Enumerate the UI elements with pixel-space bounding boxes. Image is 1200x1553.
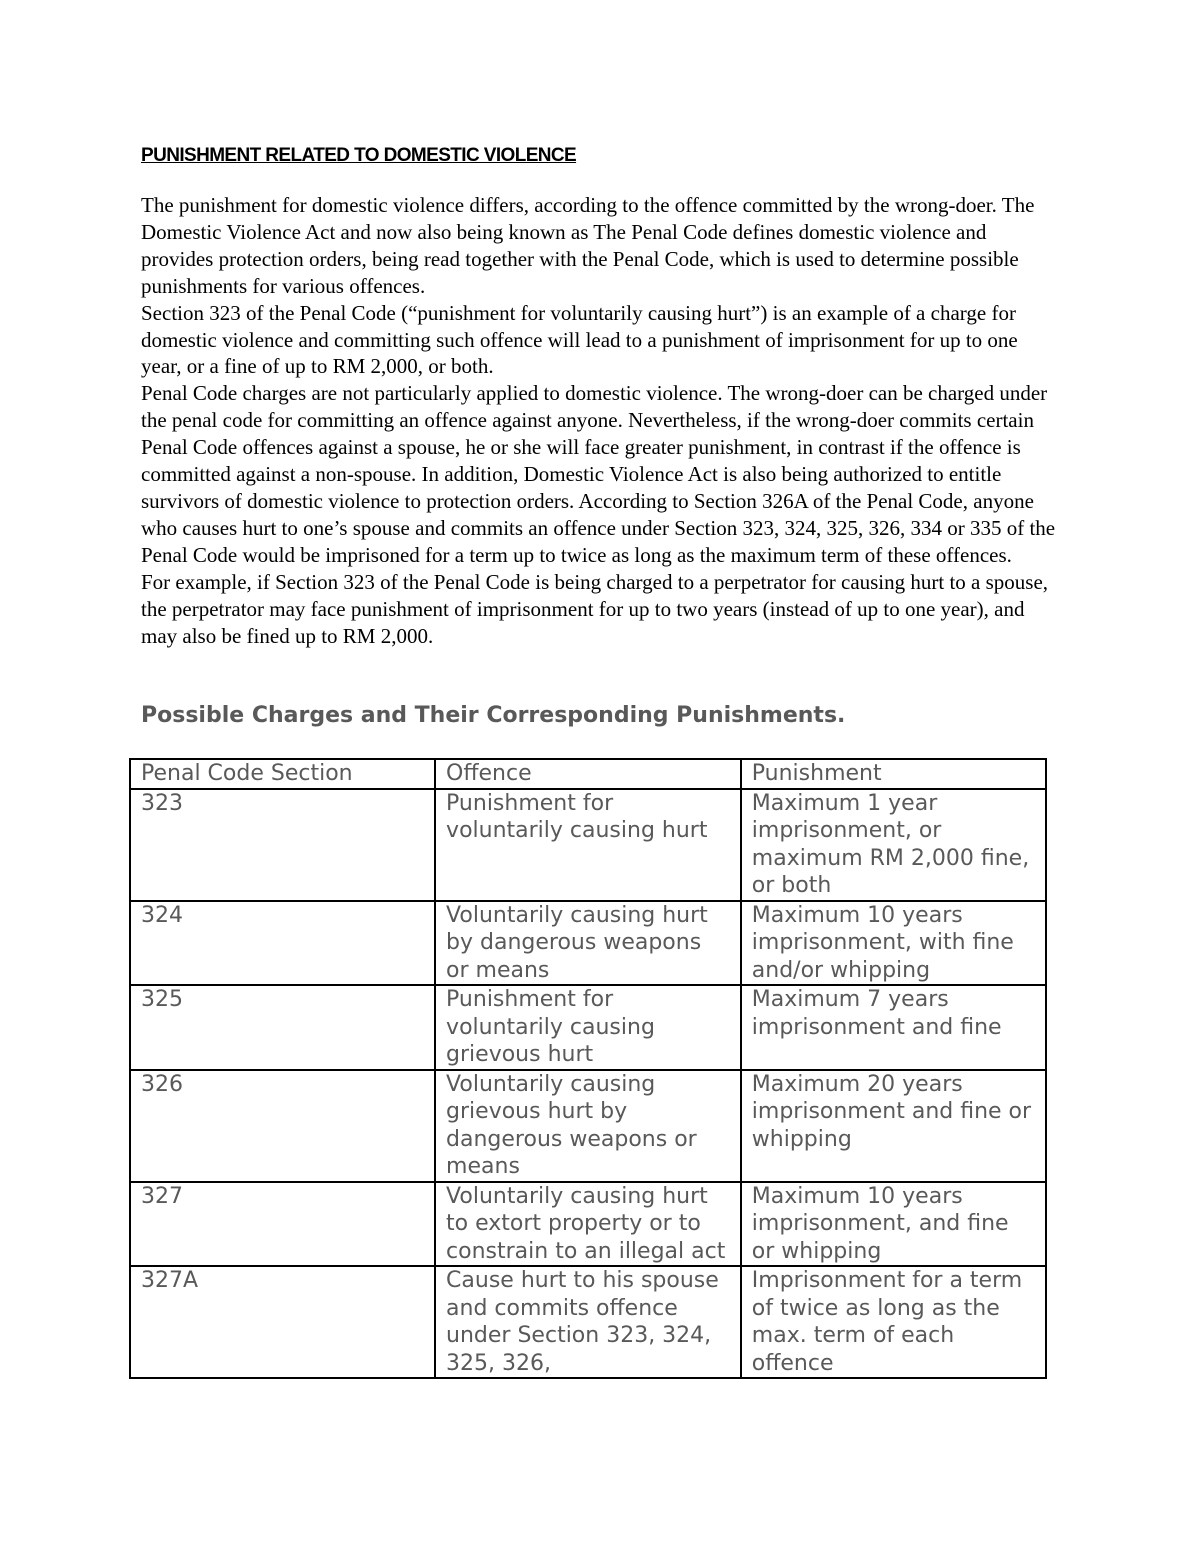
cell-offence: Cause hurt to his spouse and commits offence under Section 323, 324, 325, 326, [435,1266,741,1378]
document-body [141,192,1061,649]
cell-offence: Punishment for voluntarily causing hurt [435,789,741,901]
table-row [130,1070,1046,1182]
document-title: PUNISHMENT RELATED TO DOMESTIC VIOLENCE [141,145,577,166]
cell-punishment: Imprisonment for a term of twice as long as the max. term of each offence [741,1266,1046,1378]
cell-section: 324 [130,901,435,986]
table-row [130,1182,1046,1267]
cell-offence: Voluntarily causing hurt by dangerous weapons or means [435,901,741,986]
column-header-punishment: Punishment [741,759,1046,789]
cell-offence: Punishment for voluntarily causing grievous hurt [435,985,741,1070]
charges-table [129,758,1047,1379]
column-header-section: Penal Code Section [130,759,435,789]
cell-section: 327 [130,1182,435,1267]
cell-section: 327A [130,1266,435,1378]
cell-punishment: Maximum 20 years imprisonment and fine or whipping [741,1070,1046,1182]
cell-section: 326 [130,1070,435,1182]
cell-punishment: Maximum 1 year imprisonment, or maximum RM 2,000 fine, or both [741,789,1046,901]
cell-punishment: Maximum 10 years imprisonment, and fine or whipping [741,1182,1046,1267]
table-header-row [130,759,1046,789]
paragraph-intro: The punishment for domestic violence differs, according to the offence committed by the wrong-doer. The Domestic Violence Act and now also being known as The Penal Code defines domestic violence and provides protection orders, being read together with the Penal Code, which is used to determine possible punishments for various offences. [141,193,1035,298]
cell-punishment: Maximum 7 years imprisonment and fine [741,985,1046,1070]
cell-section: 325 [130,985,435,1070]
column-header-offence: Offence [435,759,741,789]
table-row [130,789,1046,901]
cell-punishment: Maximum 10 years imprisonment, with fine and/or whipping [741,901,1046,986]
paragraph-penal-code-charges: Penal Code charges are not particularly applied to domestic violence. The wrong-doer can be charged under the penal code for committing an offence against anyone. Nevertheless, if the wrong-doer commits certain Penal Code offences against a spouse, he or she will face greater punishment, in contrast if the offence is committed against a non-spouse. In addition, Domestic Violence Act is also being authorized to entitle survivors of domestic violence to protection orders. According to Section 326A of the Penal Code, anyone who causes hurt to one’s spouse and commits an offence under Section 323, 324, 325, 326, 334 or 335 of the Penal Code would be imprisoned for a term up to twice as long as the maximum term of these offences. [141,381,1056,567]
cell-section: 323 [130,789,435,901]
paragraph-example: For example, if Section 323 of the Penal Code is being charged to a perpetrator for causing hurt to a spouse, the perpetrator may face punishment of imprisonment for up to two years (instead of up to one year), and may also be fined up to RM 2,000. [141,569,1049,648]
table-row [130,901,1046,986]
table-row [130,985,1046,1070]
paragraph-section-323: Section 323 of the Penal Code (“punishment for voluntarily causing hurt”) is an example of a charge for domestic violence and committing such offence will lead to a punishment of imprisonment for up to one year, or a fine of up to RM 2,000, or both. [141,300,1018,379]
table-row [130,1266,1046,1378]
section-heading: Possible Charges and Their Corresponding Punishments. [141,703,846,728]
cell-offence: Voluntarily causing grievous hurt by dangerous weapons or means [435,1070,741,1182]
cell-offence: Voluntarily causing hurt to extort property or to constrain to an illegal act [435,1182,741,1267]
